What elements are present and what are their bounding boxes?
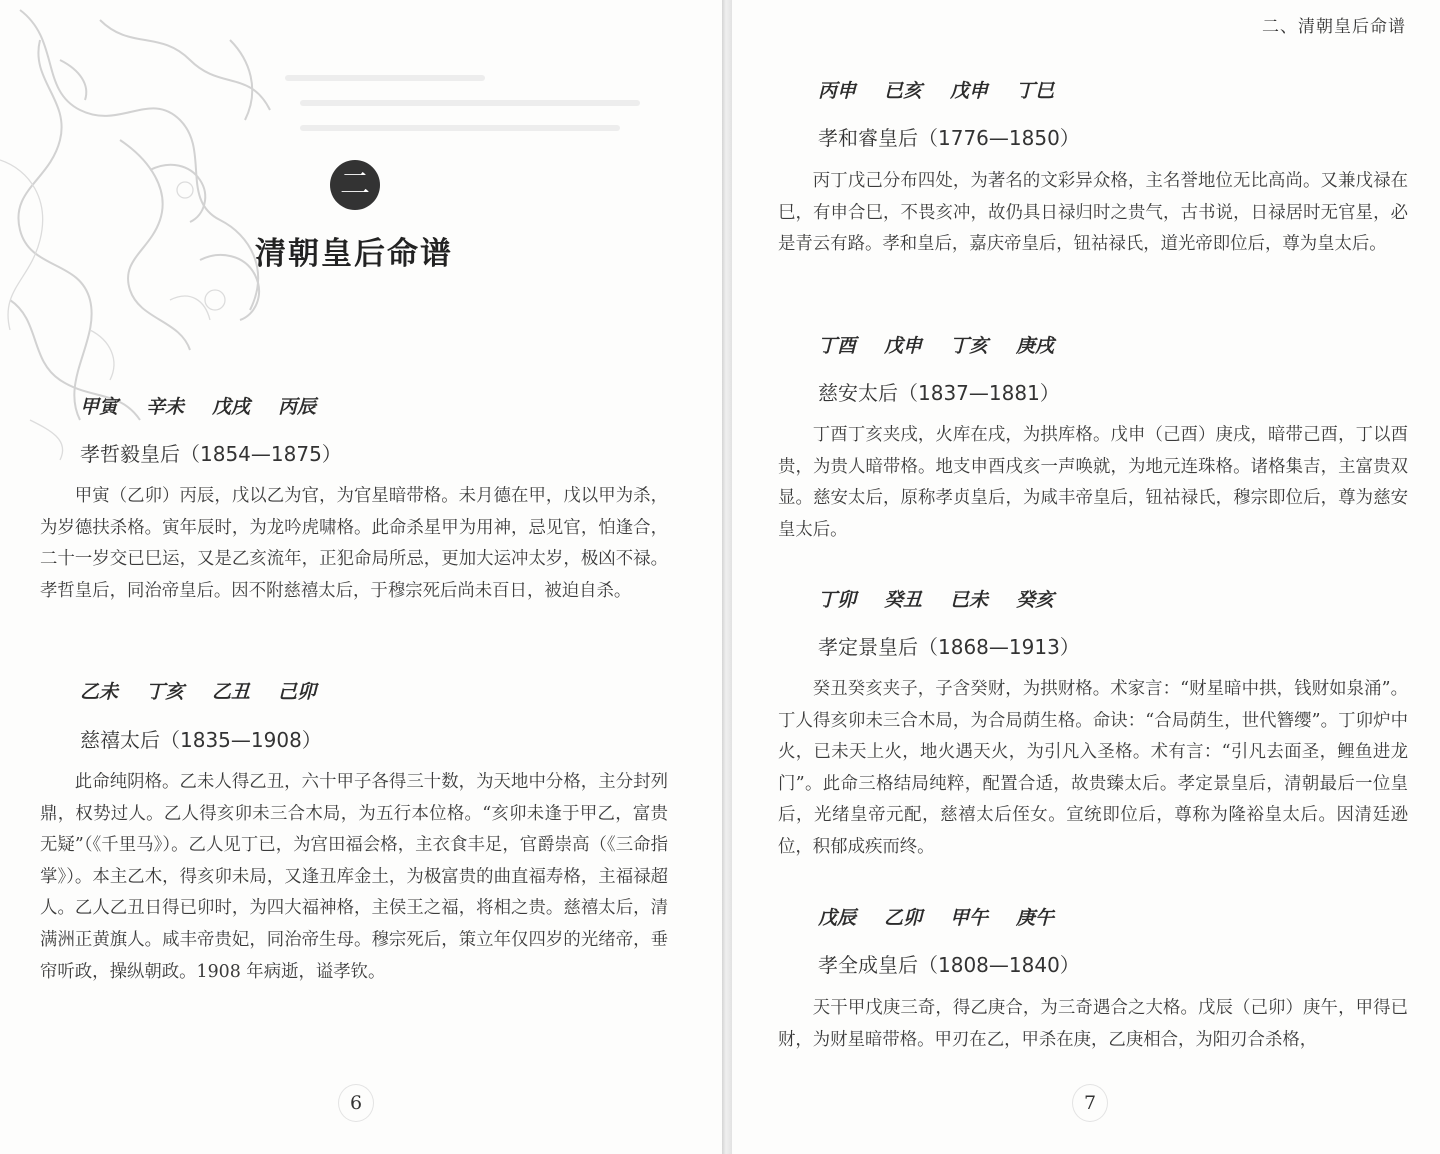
bazi-pillar: 乙丑 [212,681,251,703]
bazi-pillar: 戊戌 [212,396,251,418]
book-gutter [722,0,732,1154]
empress-heading: 孝和睿皇后（1776—1850） [818,126,1080,150]
chapter-title: 清朝皇后命谱 [255,236,453,272]
entry-paragraph: 甲寅（乙卯）丙辰，戊以乙为官，为官星暗带格。未月德在甲，戊以甲为杀，为岁德扶杀格。寅年辰时，为龙吟虎啸格。此命杀星甲为用神，忌见官，怕逢合，二十一岁交已巳运，又是乙亥流年，正犯命局所忌，更加大运冲太岁，极凶不禄。孝哲皇后，同治帝皇后。因不附慈禧太后，于穆宗死后尚未百日，被迫自杀。 [40,486,668,601]
bazi-pillar: 丁亥 [950,335,989,357]
entry-paragraph: 丙丁戊己分布四处，为著名的文彩异众格，主名誉地位无比高尚。又兼戊禄在巳，有申合巳，不畏亥冲，故仍具日禄归时之贵气，古书说，日禄居时无官星，必是青云有路。孝和皇后，嘉庆帝皇后，钮祜禄氏，道光帝即位后，尊为皇太后。 [778,171,1408,255]
bazi-pillar: 丁卯 [818,589,857,611]
bazi-pillar: 己卯 [278,681,317,703]
entry-paragraph: 此命纯阴格。乙未人得乙丑，六十甲子各得三十数，为天地中分格，主分封列鼎，权势过人。乙人得亥卯未三合木局，为五行本位格。“亥卯未逢于甲乙，富贵无疑”（《千里马》）。乙人见丁已，为宫田福会格，主衣食丰足，官爵崇高（《三命指掌》）。本主乙木，得亥卯未局，又逢丑库金土，为极富贵的曲直福寿格，主福禄超人。乙人乙丑日得已卯时，为四大福神格，主侯王之福，将相之贵。慈禧太后，清满洲正黄旗人。咸丰帝贵妃，同治帝生母。穆宗死后，策立年仅四岁的光绪帝，垂帘听政，操纵朝政。1908 年病逝，谥孝钦。 [40,772,668,982]
page-number: 6 [334,1083,378,1123]
bazi-pillar: 丙辰 [278,396,317,418]
bazi-pillar: 庚午 [1016,907,1055,929]
entry-paragraph: 天干甲戊庚三奇，得乙庚合，为三奇遇合之大格。戊辰（己卯）庚午，甲得已财，为财星暗带格。甲刃在乙，甲杀在庚，乙庚相合，为阳刃合杀格， [778,998,1408,1050]
empress-heading: 孝定景皇后（1868—1913） [818,635,1080,659]
bazi-pillar: 丙申 [818,80,857,102]
entry-paragraph: 癸丑癸亥夹子，子含癸财，为拱财格。术家言：“财星暗中拱，钱财如泉涌”。丁人得亥卯未三合木局，为合局荫生格。命诀：“合局荫生，世代簪缨”。丁卯炉中火，已未天上火，地火遇天火，为引凡入圣格。术有言：“引凡去面圣，鲤鱼进龙门”。此命三格结局纯粹，配置合适，故贵臻太后。孝定景皇后，清朝最后一位皇后，光绪皇帝元配，慈禧太后侄女。宣统即位后，尊称为隆裕皇太后。因清廷逊位，积郁成疾而终。 [778,679,1408,857]
bazi-pillar: 甲寅 [80,396,119,418]
bazi-line [818,331,1082,358]
bazi-line [818,903,1082,930]
bazi-pillar: 丁酉 [818,335,857,357]
bazi-line [80,677,344,704]
right-page [732,0,1440,1154]
bazi-pillar: 癸丑 [884,589,923,611]
bazi-pillar: 已未 [950,589,989,611]
bazi-pillar: 乙未 [80,681,119,703]
bazi-pillar: 乙卯 [884,907,923,929]
bazi-pillar: 戊辰 [818,907,857,929]
empress-heading: 孝全成皇后（1808—1840） [818,953,1080,977]
bazi-pillar: 丁巳 [1016,80,1055,102]
page-number: 7 [1068,1083,1112,1123]
chapter-number-badge: 二 [330,160,380,210]
bazi-pillar: 戊申 [884,335,923,357]
bazi-line [80,392,344,419]
bazi-pillar: 戊申 [950,80,989,102]
bazi-pillar: 癸亥 [1016,589,1055,611]
bazi-pillar: 庚戌 [1016,335,1055,357]
entry-paragraph: 丁酉丁亥夹戌，火库在戌，为拱库格。戊申（己酉）庚戌，暗带己酉，丁以酉贵，为贵人暗带格。地支申酉戌亥一声唤就，为地元连珠格。诸格集吉，主富贵双显。慈安太后，原称孝贞皇后，为咸丰帝皇后，钮祜禄氏，穆宗即位后，尊为慈安皇太后。 [778,425,1408,540]
empress-heading: 慈安太后（1837—1881） [818,381,1060,405]
bazi-pillar: 辛未 [146,396,185,418]
bazi-pillar: 丁亥 [146,681,185,703]
running-head: 二、清朝皇后命谱 [1262,17,1406,37]
empress-heading: 慈禧太后（1835—1908） [80,728,322,752]
bazi-pillar: 已亥 [884,80,923,102]
bazi-pillar: 甲午 [950,907,989,929]
empress-heading: 孝哲毅皇后（1854—1875） [80,442,342,466]
bazi-line [818,76,1082,103]
bazi-line [818,585,1082,612]
